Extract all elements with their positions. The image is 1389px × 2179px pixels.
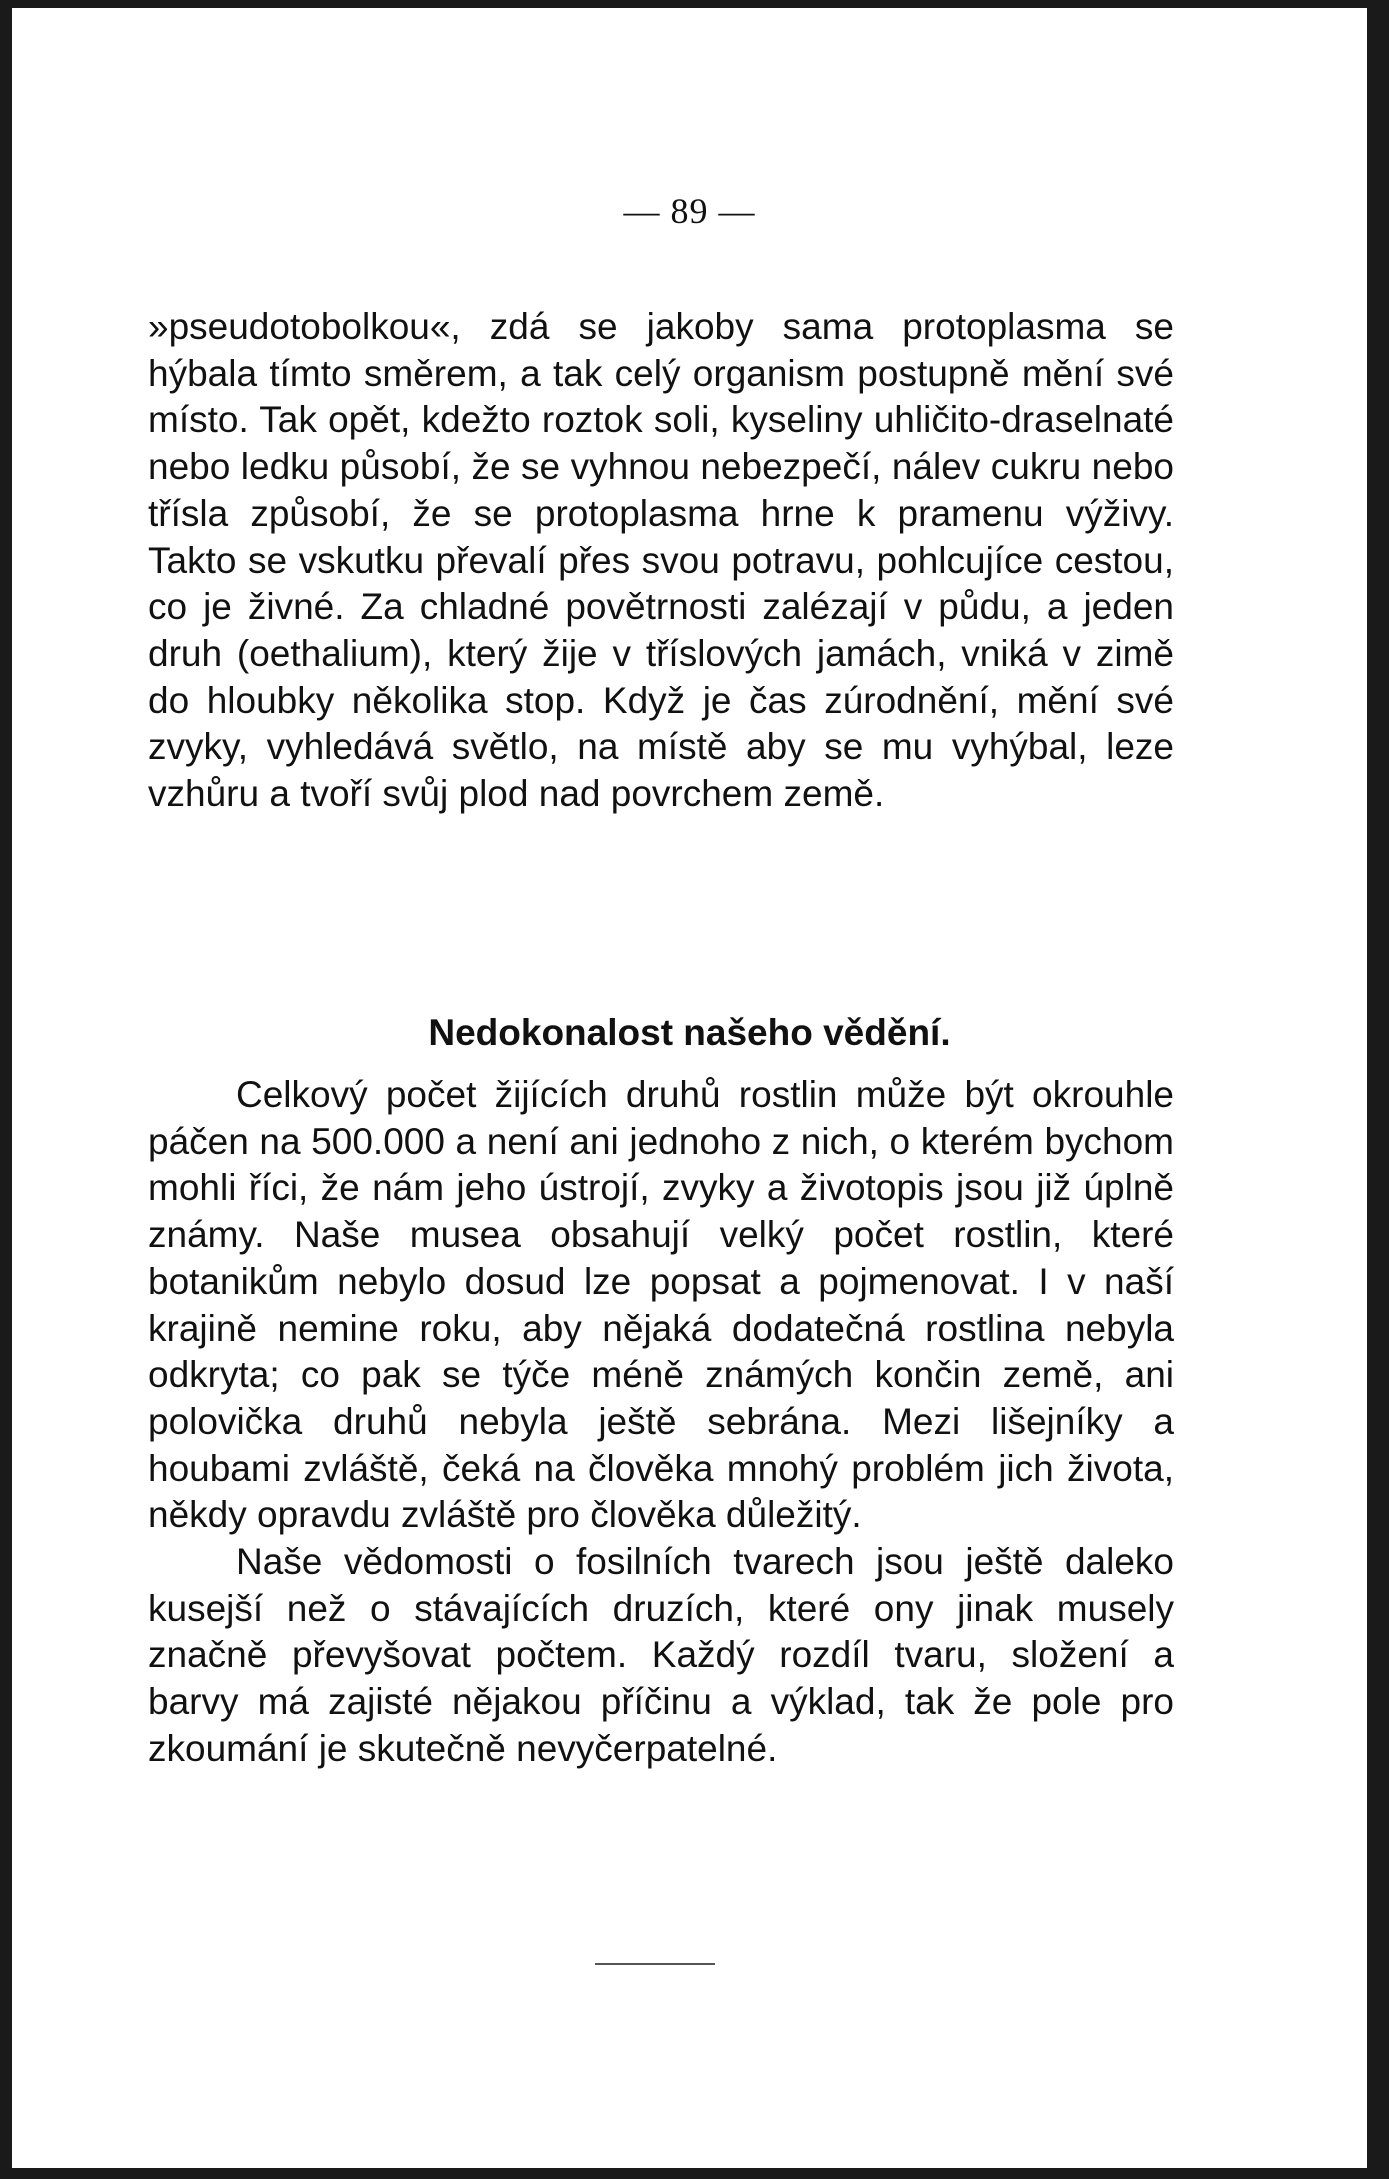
book-page: [12, 8, 1367, 2168]
paragraph: Celkový počet žijících druhů rostlin může být okrouhle páčen na 500.000 a není ani jednoho z nich, o kterém bychom mohli říci, že nám jeho ústrojí, zvyky a životopis jsou již úplně známy. Naše musea obsahují velký počet rostlin, které botanikům nebylo dosud lze popsat a pojmenovat. I v naší krajině nemine roku, aby nějaká dodatečná rostlina nebyla odkryta; co pak se týče méně známých končin země, ani polovička druhů nebyla ještě sebrána. Mezi lišejníky a houbami zvláště, čeká na člověka mnohý problém jich života, někdy opravdu zvláště pro člověka důležitý.: [148, 1074, 1174, 1536]
end-rule: [595, 1963, 715, 1965]
scan-edge: [1375, 0, 1389, 2179]
page-number: — 89 —: [623, 191, 756, 231]
paragraph: Naše vědomosti o fosilních tvarech jsou ještě daleko kusejší než o stávajících druzích, které ony jinak musely značně převyšovat počtem. Každý rozdíl tvaru, složení a barvy má zajisté nějakou příčinu a výklad, tak že pole pro zkoumání je skutečně nevyčerpatelné.: [148, 1541, 1174, 1769]
paragraph: »pseudotobolkou«, zdá se jakoby sama protoplasma se hýbala tímto směrem, a tak celý organism postupně mění své místo. Tak opět, kdežto roztok soli, kyseliny uhličito-draselnaté nebo ledku působí, že se vyhnou nebezpečí, nálev cukru nebo třísla způsobí, že se protoplasma hrne k pramenu výživy. Takto se vskutku převalí přes svou potravu, pohlcujíce cestou, co je živné. Za chladné povětrnosti zalézají v půdu, a jeden druh (oethalium), který žije v tříslových jamách, vniká v zimě do hloubky několika stop. Když je čas zúrodnění, mění své zvyky, vyhledává světlo, na místě aby se mu vyhýbal, leze vzhůru a tvoří svůj plod nad povrchem země.: [148, 306, 1174, 815]
section-heading: Nedokonalost našeho vědění.: [428, 1012, 951, 1053]
text-block-bottom: [148, 1072, 1174, 1773]
text-block-top: [148, 304, 1174, 818]
